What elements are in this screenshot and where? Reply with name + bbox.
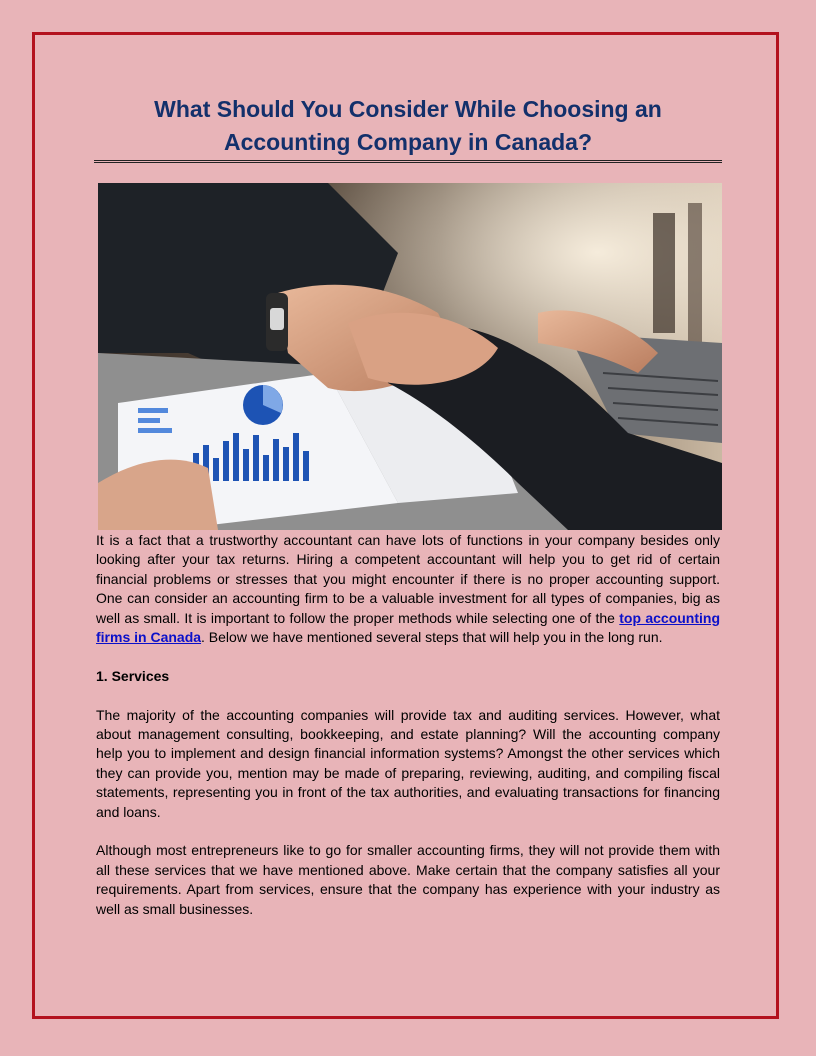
intro-text-end: . Below we have mentioned several steps that will help you in the long run. xyxy=(201,629,663,646)
page-title: What Should You Consider While Choosing an Accounting Company in Canada? xyxy=(154,96,662,155)
title-divider xyxy=(94,160,722,163)
intro-paragraph xyxy=(96,531,720,647)
services-paragraph-1: The majority of the accounting companies will provide tax and auditing services. However, what about management consulting, bookkeeping, and estate planning? Will the accounting company help you to implement and design financial information systems? Amongst the other services which they can provide you, mention may be made of preparing, reviewing, auditing, and compiling fiscal statements, representing you in front of the tax authorities, and evaluating transactions for financing and loans. xyxy=(96,706,720,820)
top-accounting-firms-link[interactable]: top accounting firms in Canada xyxy=(96,609,720,646)
intro-text-start: It is a fact that a trustworthy accountant can have lots of functions in your company besides only looking after your tax returns. Hiring a competent accountant will help you to get rid of certain financial problems or stresses that you might encounter if there is no proper accounting support. One can consider an accounting firm to be a valuable investment for all types of companies, big as well as small. It is important to follow the proper methods while selecting one of the xyxy=(96,532,720,626)
section-heading-services: 1. Services xyxy=(96,667,170,684)
handshake-photo-icon xyxy=(98,183,722,530)
handshake-photo xyxy=(98,183,722,530)
article-body xyxy=(96,531,720,919)
services-paragraph-2: Although most entrepreneurs like to go for smaller accounting firms, they will not provide them with all these services that we have mentioned above. Make certain that the company satisfies all your requirements. Apart from services, ensure that the company has experience with your industry as well as small businesses. xyxy=(96,842,720,917)
